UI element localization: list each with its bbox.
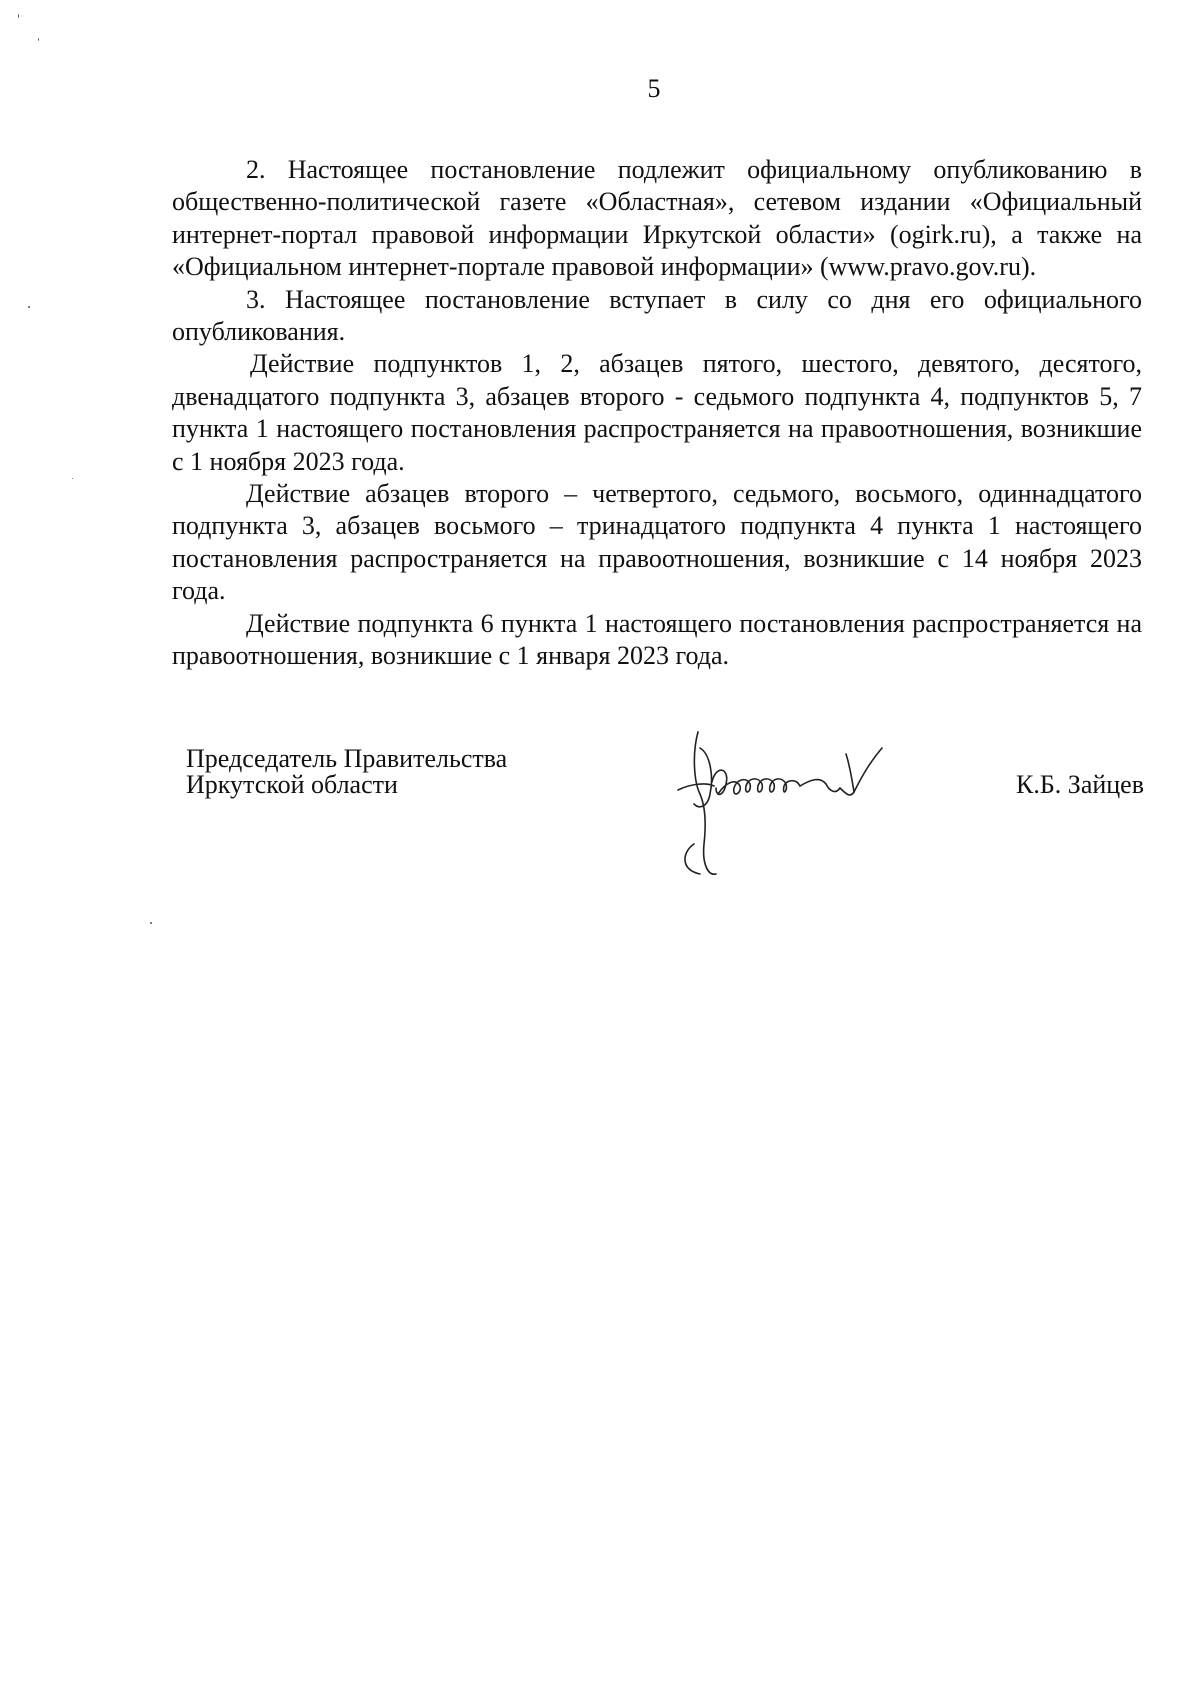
signature-block bbox=[186, 746, 1146, 896]
handwritten-signature bbox=[670, 724, 900, 884]
signer-name: К.Б. Зайцев bbox=[1016, 770, 1144, 799]
paragraph-effect-november-14: Действие абзацев второго – четвертого, седьмого, восьмого, одиннадцатого подпункта 3, абзацев восьмого – тринадцатого подпункта 4 пункта 1 настоящего постановления распространяется на правоотношения, возникшие с 14 ноября 2023 года. bbox=[172, 479, 1142, 606]
paragraph-effect-november-1: Действие подпунктов 1, 2, абзацев пятого, шестого, девятого, десятого, двенадцатого подпункта 3, абзацев второго - седьмого подпункта 4, подпунктов 5, 7 пункта 1 настоящего постановления распространяется на правоотношения, возникшие с 1 ноября 2023 года. bbox=[172, 349, 1142, 476]
scan-speck bbox=[18, 14, 19, 18]
paragraph-entry-into-force: 3. Настоящее постановление вступает в силу со дня его официального опубликования. bbox=[172, 284, 1142, 347]
scan-speck bbox=[72, 478, 73, 479]
page-number: 5 bbox=[647, 74, 661, 103]
signer-position-line1: Председатель Правительства bbox=[186, 744, 508, 773]
document-body bbox=[172, 154, 1142, 673]
signer-position-line2: Иркутской области bbox=[186, 770, 398, 799]
scan-speck bbox=[38, 38, 39, 41]
scan-speck bbox=[150, 922, 152, 924]
paragraph-publication: 2. Настоящее постановление подлежит официальному опубликованию в общественно-политической газете «Областная», сетевом издании «Официальный интернет-портал правовой информации Иркутской области» (ogirk.ru), а также на «Официальном интернет-портале правовой информации» (www.pravo.gov.ru). bbox=[172, 155, 1142, 282]
signer-position bbox=[186, 746, 507, 798]
paragraph-effect-january-1: Действие подпункта 6 пункта 1 настоящего постановления распространяется на правоотношения, возникшие с 1 января 2023 года. bbox=[172, 608, 1142, 671]
scan-speck bbox=[28, 306, 30, 308]
